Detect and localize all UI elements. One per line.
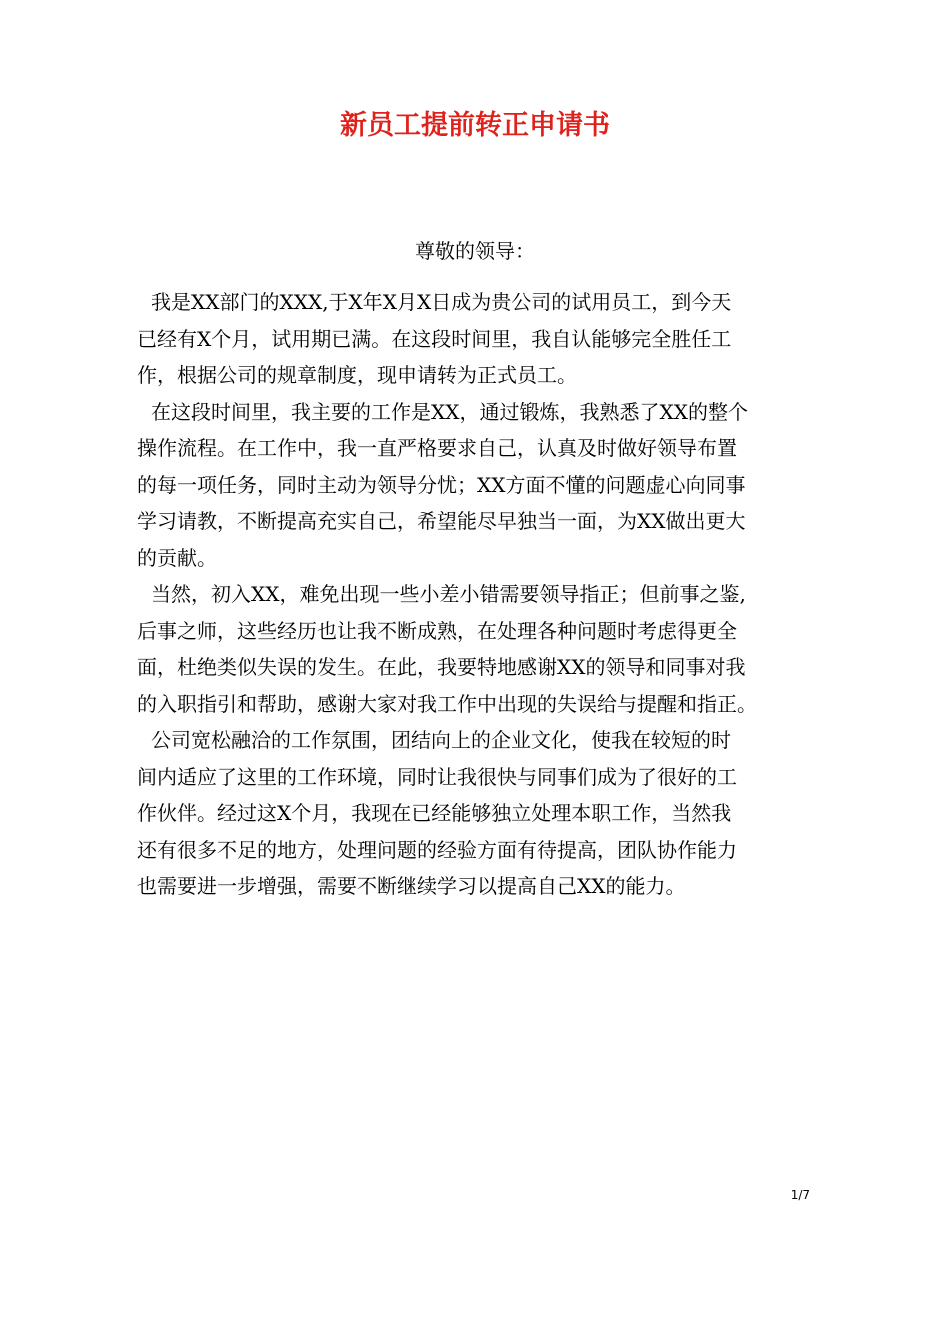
document-body bbox=[137, 284, 823, 905]
paragraph-line: 后事之师，这些经历也让我不断成熟，在处理各种问题时考虑得更全 bbox=[137, 618, 737, 643]
paragraph-line: 也需要进一步增强，需要不断继续学习以提高自己XX的能力。 bbox=[137, 874, 686, 898]
document-title: 新员工提前转正申请书 bbox=[340, 110, 610, 141]
salutation: 尊敬的领导： bbox=[415, 239, 535, 263]
paragraph bbox=[137, 722, 823, 905]
paragraph bbox=[137, 284, 823, 394]
paragraph-line: 作，根据公司的规章制度，现申请转为正式员工。 bbox=[137, 363, 577, 387]
paragraph-line: 操作流程。在工作中，我一直严格要求自己，认真及时做好领导布置 bbox=[137, 436, 737, 460]
paragraph-line: 间内适应了这里的工作环境，同时让我很快与同事们成为了很好的工 bbox=[137, 764, 737, 789]
paragraph bbox=[137, 394, 823, 577]
paragraph-line: 我是XX部门的XXX,于X年X月X日成为贵公司的试用员工，到今天 bbox=[151, 290, 732, 314]
paragraph-line: 的每一项任务，同时主动为领导分忧；XX方面不懂的问题虚心向同事 bbox=[137, 472, 746, 497]
paragraph-line: 在这段时间里，我主要的工作是XX，通过锻炼，我熟悉了XX的整个 bbox=[151, 399, 748, 424]
paragraph-line: 当然，初入XX，难免出现一些小差小错需要领导指正；但前事之鉴, bbox=[151, 582, 746, 606]
paragraph-line: 的贡献。 bbox=[137, 545, 217, 570]
paragraph-line: 面，杜绝类似失误的发生。在此，我要特地感谢XX的领导和同事对我 bbox=[137, 655, 746, 679]
paragraph-line: 学习请教，不断提高充实自己，希望能尽早独当一面，为XX做出更大 bbox=[137, 509, 746, 533]
page-number: 1/7 bbox=[790, 1188, 810, 1202]
paragraph-line: 已经有X个月，试用期已满。在这段时间里，我自认能够完全胜任工 bbox=[137, 326, 732, 351]
paragraph bbox=[137, 576, 823, 722]
paragraph-line: 的入职指引和帮助，感谢大家对我工作中出现的失误给与提醒和指正。 bbox=[137, 691, 757, 716]
paragraph-line: 作伙伴。经过这X个月，我现在已经能够独立处理本职工作，当然我 bbox=[137, 801, 732, 825]
paragraph-line: 公司宽松融洽的工作氛围，团结向上的企业文化，使我在较短的时 bbox=[151, 728, 731, 752]
paragraph-line: 还有很多不足的地方，处理问题的经验方面有待提高，团队协作能力 bbox=[137, 837, 737, 862]
